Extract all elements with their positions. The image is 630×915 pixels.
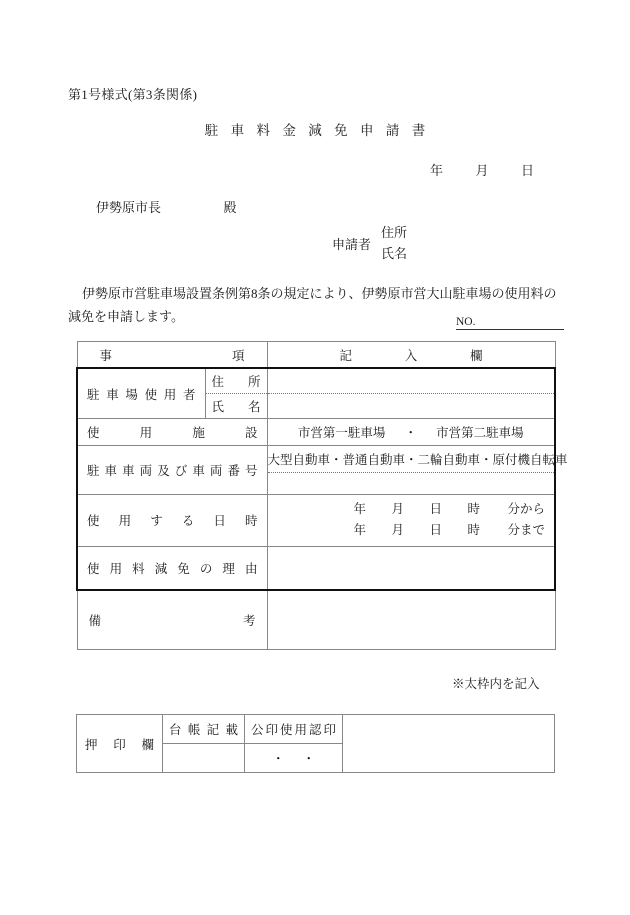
row-label-remarks: 備考	[77, 590, 267, 650]
sub-label-address: 住所	[205, 368, 267, 394]
date-year-label: 年	[430, 163, 444, 178]
vehicle-entry-cell	[267, 446, 568, 495]
bold-frame-note: ※太枠内を記入	[452, 677, 540, 691]
table-row-datetime	[77, 495, 555, 547]
facility-options[interactable]	[267, 419, 555, 446]
seal-col-header-official: 公印使用認印	[245, 715, 343, 744]
date-day-label: 日	[521, 163, 535, 178]
applicant-name-label: 氏名	[381, 246, 408, 262]
facility-option-1[interactable]: 市営第一駐車場	[297, 426, 386, 440]
body-paragraph-text: 伊勢原市営駐車場設置条例第8条の規定により、伊勢原市営大山駐車場の使用料の減免を申請します。	[68, 286, 557, 324]
seal-table	[76, 714, 555, 773]
row-label-parking-user: 駐車場使用者	[77, 368, 205, 419]
addressee-line	[96, 197, 237, 216]
vehicle-type-options[interactable]: 大型自動車・普通自動車・二輪自動車・原付機自転車	[268, 447, 555, 473]
sub-label-name: 氏名	[205, 394, 267, 419]
seal-col-header-ledger: 台帳記載	[163, 715, 245, 744]
datetime-entry-cell[interactable]	[267, 495, 555, 547]
row-label-datetime: 使用する日時	[77, 495, 267, 547]
addressee-honorific: 殿	[223, 200, 237, 215]
row-label-reason: 使用料減免の理由	[77, 546, 267, 590]
table-header-row	[77, 342, 555, 369]
date-month-label: 月	[475, 163, 489, 178]
facility-option-2[interactable]: 市営第二駐車場	[436, 426, 524, 440]
input-user-name[interactable]	[267, 394, 555, 419]
addressee-name: 伊勢原市長	[96, 200, 162, 215]
row-label-vehicle: 駐車車両及び車両番号	[77, 446, 267, 495]
input-remarks[interactable]	[267, 590, 555, 650]
table-row-facility	[77, 419, 555, 446]
input-user-address[interactable]	[267, 368, 555, 394]
input-reason[interactable]	[267, 546, 555, 590]
table-row-vehicle	[77, 446, 555, 495]
datetime-to-line: 年 月 日 時 分まで	[353, 523, 546, 538]
application-main-table	[76, 341, 568, 650]
seal-marks[interactable]: ・・	[245, 744, 343, 773]
no-field-input[interactable]	[476, 316, 564, 330]
no-field-label: NO.	[456, 316, 476, 328]
seal-extra-cell[interactable]	[343, 715, 555, 773]
seal-header-row	[77, 715, 555, 744]
applicant-address-label: 住所	[381, 225, 408, 240]
table-row-user-address	[77, 368, 555, 394]
input-vehicle-number[interactable]	[268, 473, 555, 493]
table-row-reason	[77, 546, 555, 590]
datetime-from-line: 年 月 日 時 分から	[353, 502, 546, 516]
applicant-label: 申請者	[332, 236, 372, 252]
header-cell-item: 事項	[77, 342, 267, 369]
submission-date-line	[430, 160, 534, 179]
row-label-facility: 使用施設	[77, 419, 267, 446]
no-field	[456, 316, 564, 330]
form-number: 第1号様式(第3条関係)	[68, 87, 198, 102]
seal-row-label: 押印欄	[77, 715, 163, 773]
document-title: 駐 車 料 金 減 免 申 請 書	[204, 123, 430, 138]
table-row-remarks	[77, 590, 555, 650]
header-cell-entry: 記入欄	[267, 342, 555, 369]
applicant-block	[332, 222, 407, 265]
seal-ledger-value[interactable]	[163, 744, 245, 773]
facility-separator: ・	[404, 426, 418, 440]
